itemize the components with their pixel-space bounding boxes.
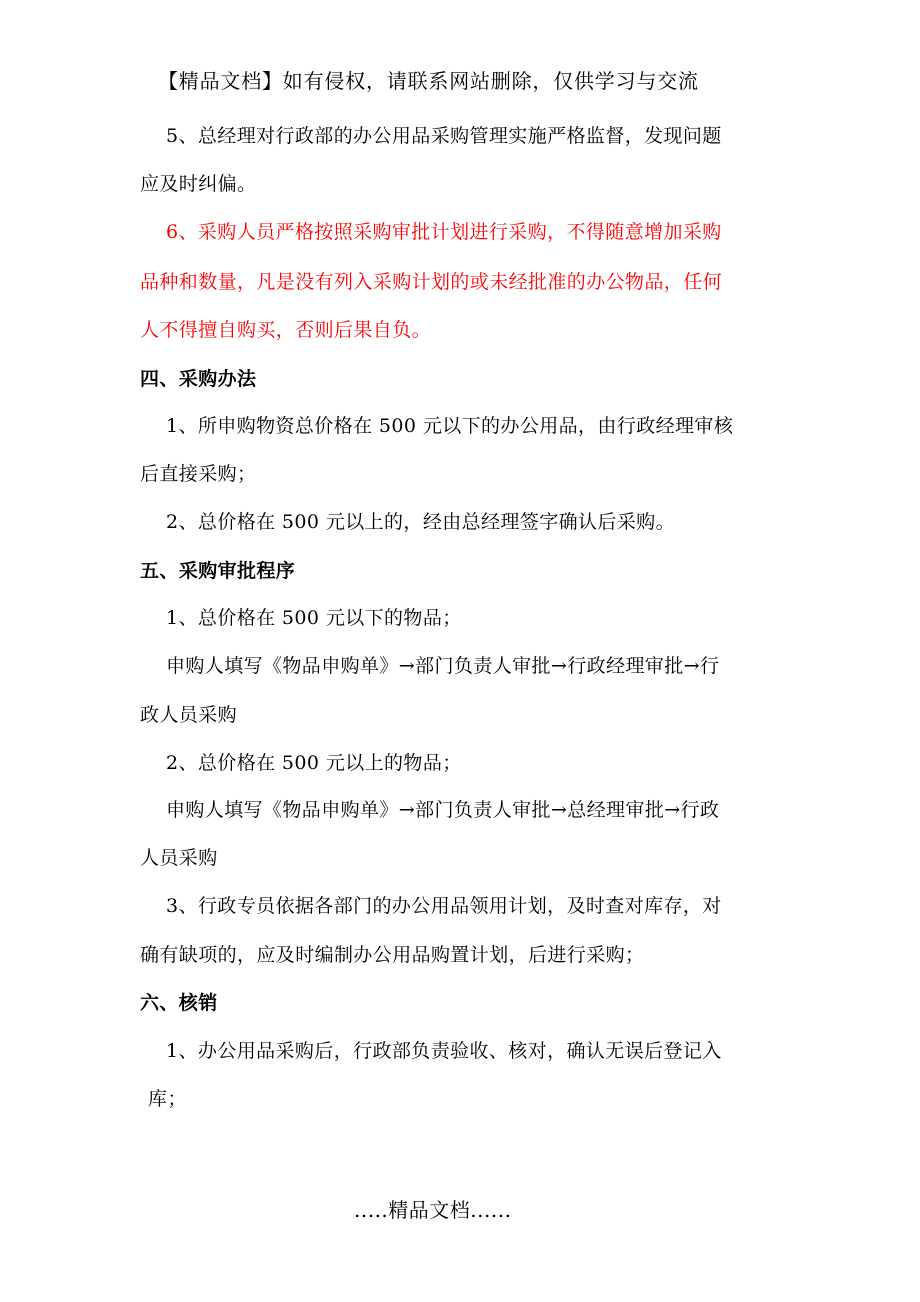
page-header: 【精品文档】如有侵权，请联系网站删除，仅供学习与交流 bbox=[158, 69, 699, 93]
s5-flow1-line1: 申购人填写《物品申购单》→部门负责人审批→行政经理审批→行 bbox=[166, 655, 720, 677]
s4-item1-line1: 1、所申购物资总价格在 500 元以下的办公用品，由行政经理审核 bbox=[166, 415, 734, 437]
s5-flow2-line2: 人员采购 bbox=[140, 847, 218, 869]
paragraph-item6-line1: 6、采购人员严格按照采购审批计划进行采购，不得随意增加采购 bbox=[166, 221, 722, 243]
s5-item1: 1、总价格在 500 元以下的物品； bbox=[166, 607, 462, 629]
page-footer: .....精品文档...... bbox=[354, 1198, 512, 1222]
paragraph-item5-line2: 应及时纠偏。 bbox=[140, 173, 257, 195]
paragraph-item5-line1: 5、总经理对行政部的办公用品采购管理实施严格监督，发现问题 bbox=[166, 125, 722, 147]
s5-flow2-line1: 申购人填写《物品申购单》→部门负责人审批→总经理审批→行政 bbox=[166, 799, 720, 821]
paragraph-item6-line3: 人不得擅自购买，否则后果自负。 bbox=[140, 319, 432, 341]
s4-item1-line2: 后直接采购； bbox=[140, 463, 257, 485]
section5-title: 五、采购审批程序 bbox=[140, 560, 296, 582]
s4-item2: 2、总价格在 500 元以上的，经由总经理签字确认后采购。 bbox=[166, 511, 676, 533]
s6-item1-line1: 1、办公用品采购后，行政部负责验收、核对，确认无误后登记入 bbox=[166, 1040, 722, 1062]
section4-title: 四、采购办法 bbox=[140, 368, 257, 390]
paragraph-item6-line2: 品种和数量，凡是没有列入采购计划的或未经批准的办公物品，任何 bbox=[140, 271, 723, 293]
section6-title: 六、核销 bbox=[140, 992, 218, 1014]
s6-item1-line2: 库； bbox=[148, 1088, 187, 1110]
s5-item3-line1: 3、行政专员依据各部门的办公用品领用计划，及时查对库存，对 bbox=[166, 895, 722, 917]
s5-item3-line2: 确有缺项的，应及时编制办公用品购置计划，后进行采购； bbox=[140, 944, 645, 966]
s5-item2: 2、总价格在 500 元以上的物品； bbox=[166, 752, 462, 774]
s5-flow1-line2: 政人员采购 bbox=[140, 704, 238, 726]
